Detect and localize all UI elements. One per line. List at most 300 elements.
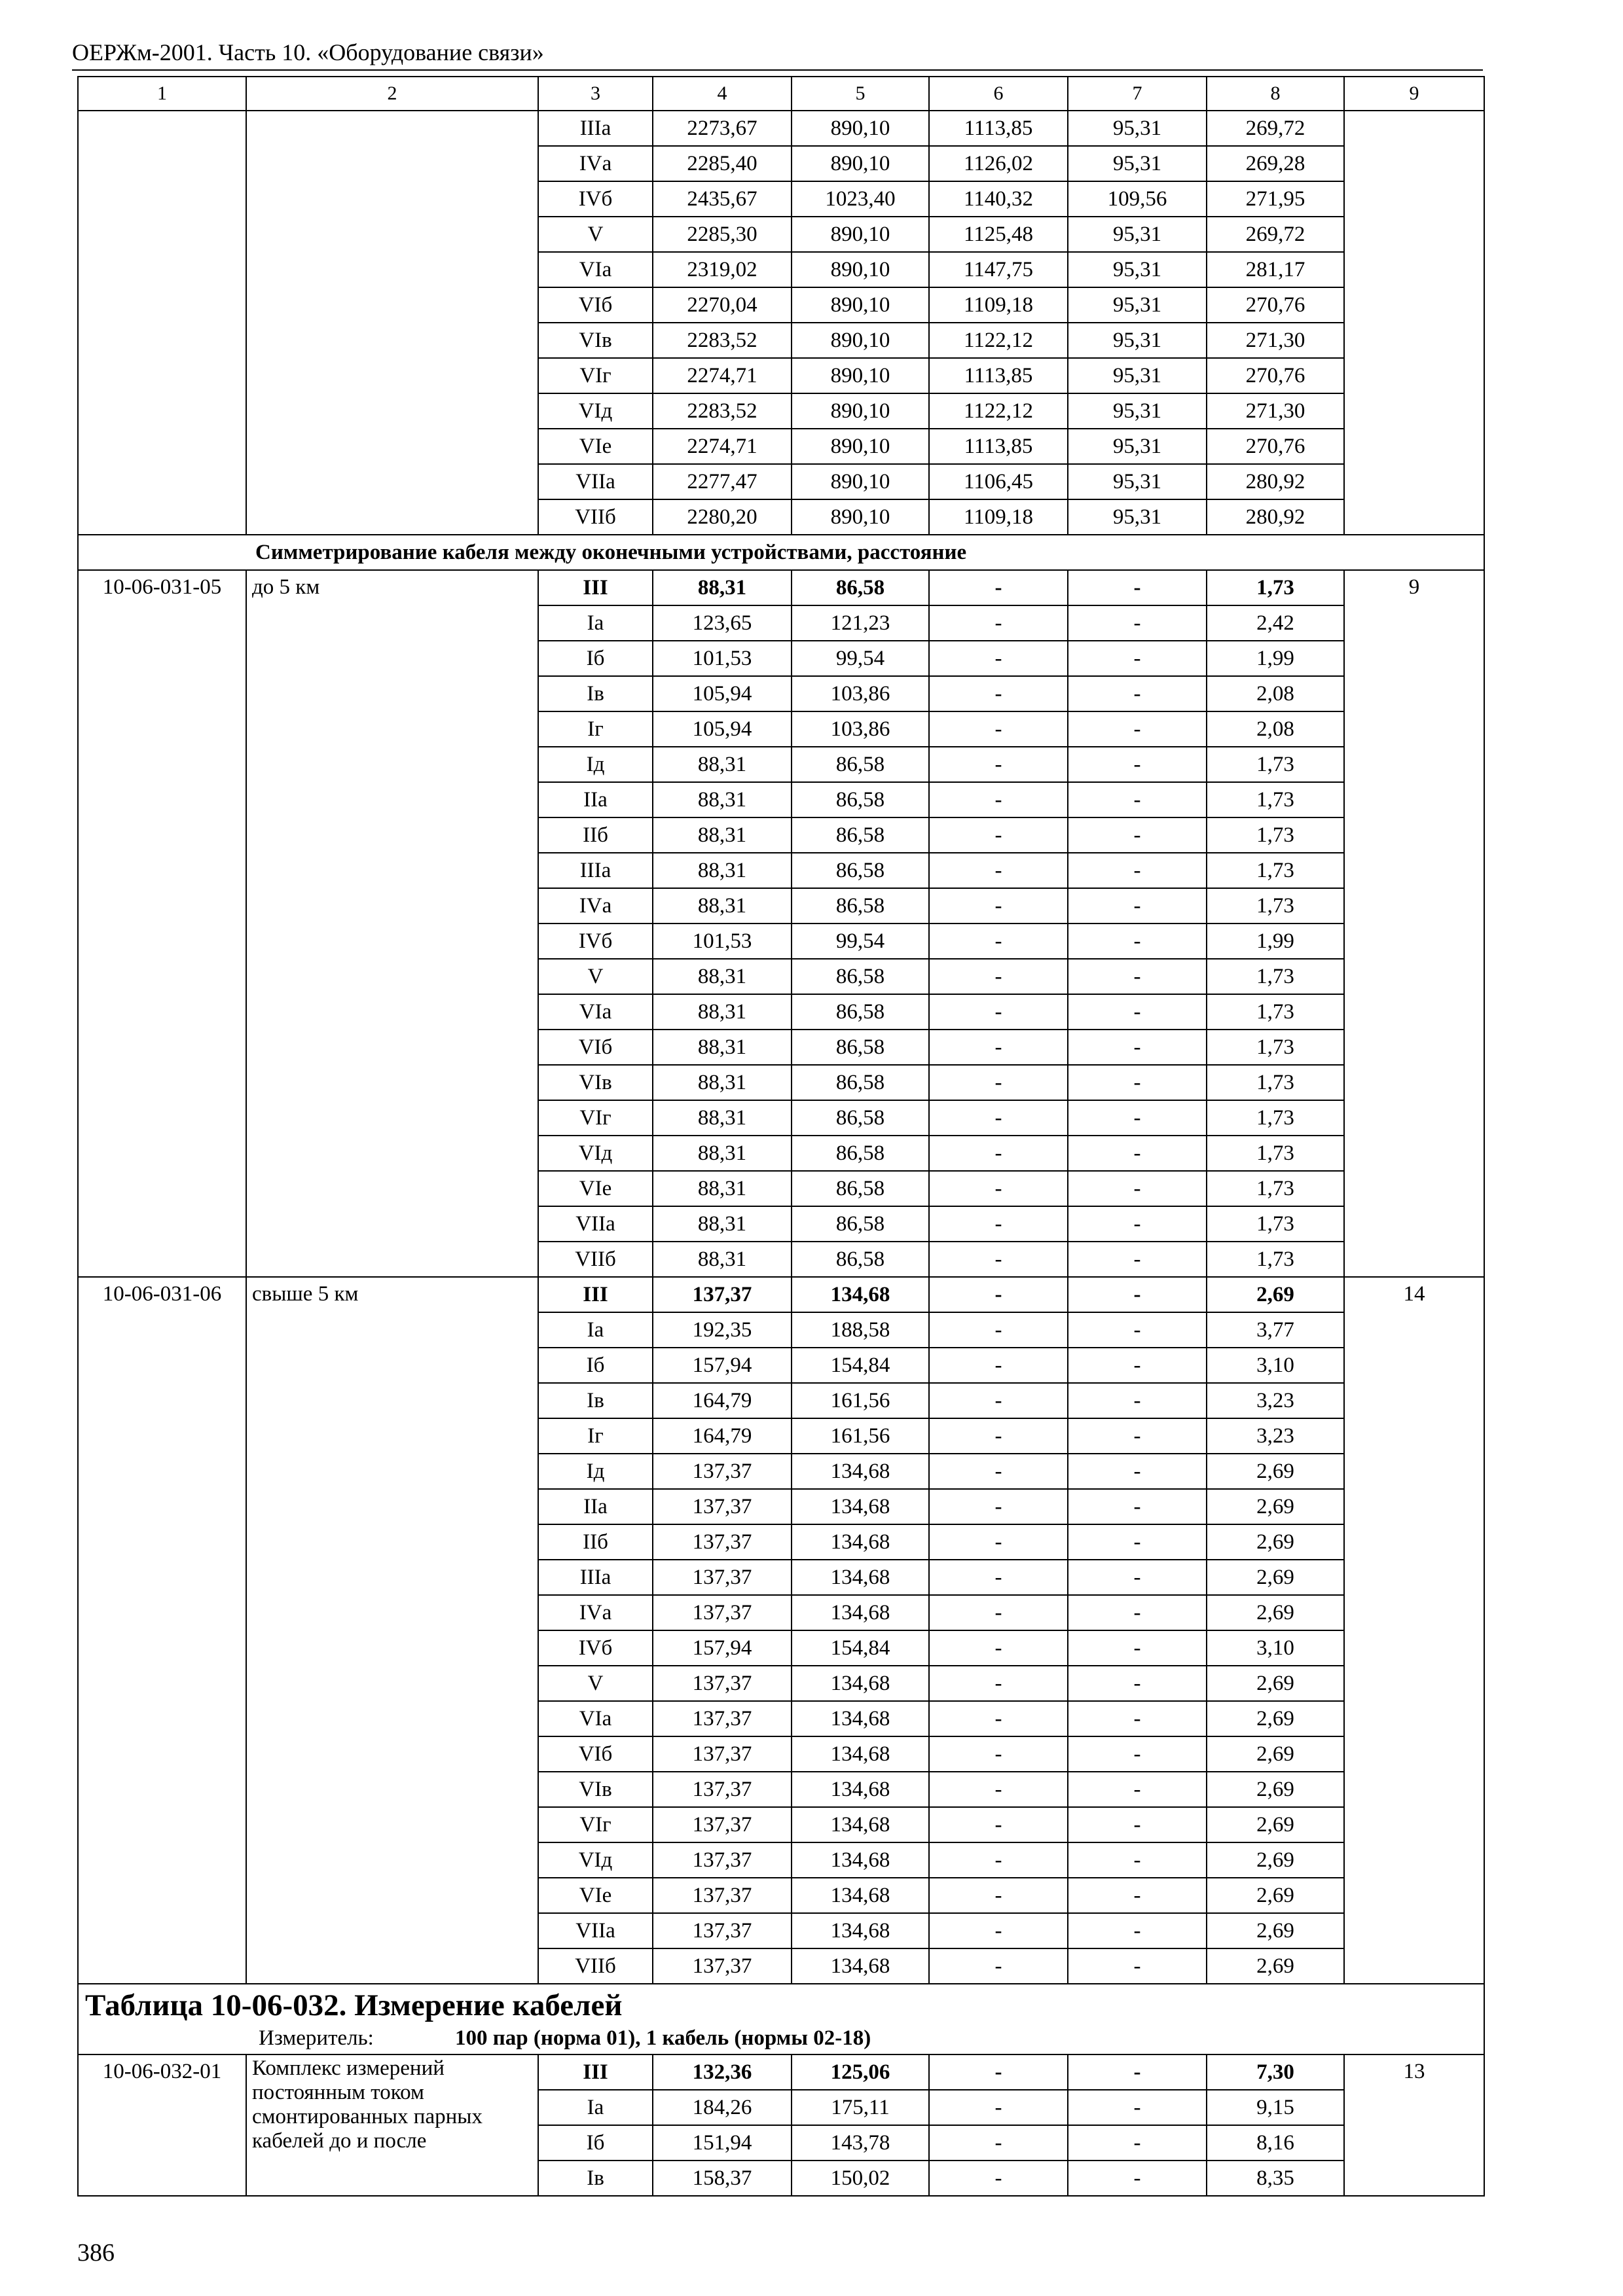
value-cell: 890,10	[792, 464, 929, 499]
value-cell: 1,73	[1207, 888, 1344, 924]
value-cell: 134,68	[792, 1489, 929, 1524]
value-cell: 2270,04	[653, 287, 792, 323]
column9-value: 14	[1344, 1277, 1484, 1984]
value-cell: -	[1068, 1206, 1207, 1242]
value-cell: 2280,20	[653, 499, 792, 535]
value-cell: 99,54	[792, 924, 929, 959]
value-cell: -	[929, 1454, 1068, 1489]
value-cell: 3,10	[1207, 1630, 1344, 1666]
value-cell: 105,94	[653, 711, 792, 747]
value-cell: 1,73	[1207, 1100, 1344, 1136]
value-cell: -	[1068, 1772, 1207, 1807]
value-cell: 137,37	[653, 1454, 792, 1489]
value-cell: 3,77	[1207, 1312, 1344, 1348]
value-cell: 1109,18	[929, 287, 1068, 323]
value-cell: -	[929, 1807, 1068, 1842]
rate-code: 10-06-031-06	[78, 1277, 246, 1984]
value-cell: -	[1068, 1171, 1207, 1206]
value-cell: 86,58	[792, 1206, 929, 1242]
value-cell: 1113,85	[929, 358, 1068, 393]
table-title-row	[78, 1984, 1484, 2054]
value-cell: -	[929, 1595, 1068, 1630]
region-cell: VIе	[538, 1878, 653, 1913]
region-cell: VIд	[538, 393, 653, 429]
value-cell: 88,31	[653, 782, 792, 817]
value-cell: 143,78	[792, 2125, 929, 2161]
value-cell: 86,58	[792, 888, 929, 924]
value-cell: 269,72	[1207, 111, 1344, 146]
value-cell: 7,30	[1207, 2054, 1344, 2090]
value-cell: -	[929, 1242, 1068, 1277]
value-cell: 2435,67	[653, 181, 792, 217]
value-cell: -	[1068, 1842, 1207, 1878]
value-cell: 2,69	[1207, 1913, 1344, 1948]
value-cell: 103,86	[792, 711, 929, 747]
value-cell: -	[1068, 1383, 1207, 1418]
value-cell: 137,37	[653, 1772, 792, 1807]
value-cell: 103,86	[792, 676, 929, 711]
value-cell: -	[1068, 2125, 1207, 2161]
value-cell: 134,68	[792, 1560, 929, 1595]
value-cell: 8,35	[1207, 2161, 1344, 2196]
table-row	[78, 111, 1484, 146]
value-cell: 134,68	[792, 1701, 929, 1736]
value-cell: 1106,45	[929, 464, 1068, 499]
value-cell: 134,68	[792, 1948, 929, 1984]
value-cell: 890,10	[792, 146, 929, 181]
region-cell: IIб	[538, 817, 653, 853]
section-title: Симметрирование кабеля между оконечными устройствами, расстояние	[78, 535, 1484, 570]
value-cell: 88,31	[653, 747, 792, 782]
value-cell: -	[929, 888, 1068, 924]
value-cell: 95,31	[1068, 146, 1207, 181]
value-cell: -	[1068, 1454, 1207, 1489]
value-cell: 161,56	[792, 1383, 929, 1418]
value-cell: 192,35	[653, 1312, 792, 1348]
region-cell: Iв	[538, 676, 653, 711]
column-number: 8	[1207, 77, 1344, 111]
table-body	[78, 77, 1484, 2196]
value-cell: 137,37	[653, 1560, 792, 1595]
value-cell: -	[929, 1348, 1068, 1383]
value-cell: 8,16	[1207, 2125, 1344, 2161]
value-cell: -	[929, 994, 1068, 1030]
value-cell: 890,10	[792, 393, 929, 429]
region-cell: Iб	[538, 2125, 653, 2161]
column-number: 4	[653, 77, 792, 111]
value-cell: 105,94	[653, 676, 792, 711]
value-cell: 158,37	[653, 2161, 792, 2196]
value-cell: -	[1068, 853, 1207, 888]
header-rule	[72, 69, 1483, 71]
region-cell: IIа	[538, 782, 653, 817]
value-cell: 86,58	[792, 1136, 929, 1171]
rate-code: 10-06-031-05	[78, 570, 246, 1277]
value-cell: 1,73	[1207, 1206, 1344, 1242]
value-cell: 88,31	[653, 1171, 792, 1206]
region-cell: IIIа	[538, 1560, 653, 1595]
region-cell: IVа	[538, 888, 653, 924]
region-cell: Iд	[538, 1454, 653, 1489]
value-cell: 2,69	[1207, 1807, 1344, 1842]
value-cell: 270,76	[1207, 358, 1344, 393]
value-cell: 134,68	[792, 1913, 929, 1948]
region-cell: Iд	[538, 747, 653, 782]
value-cell: 2,69	[1207, 1489, 1344, 1524]
value-cell: 88,31	[653, 1065, 792, 1100]
value-cell: -	[1068, 1348, 1207, 1383]
value-cell: 137,37	[653, 1948, 792, 1984]
region-cell: III	[538, 2054, 653, 2090]
value-cell: 86,58	[792, 570, 929, 605]
value-cell: 1,73	[1207, 853, 1344, 888]
value-cell: 890,10	[792, 429, 929, 464]
region-cell: IVа	[538, 146, 653, 181]
value-cell: 1140,32	[929, 181, 1068, 217]
value-cell: 890,10	[792, 287, 929, 323]
value-cell: -	[1068, 924, 1207, 959]
value-cell: -	[929, 782, 1068, 817]
value-cell: 154,84	[792, 1348, 929, 1383]
value-cell: -	[929, 1560, 1068, 1595]
column9-value: 13	[1344, 2054, 1484, 2196]
value-cell: 132,36	[653, 2054, 792, 2090]
value-cell: -	[929, 2161, 1068, 2196]
value-cell: 88,31	[653, 1136, 792, 1171]
table-row	[78, 570, 1484, 605]
value-cell: 2319,02	[653, 252, 792, 287]
value-cell: 137,37	[653, 1913, 792, 1948]
value-cell: 121,23	[792, 605, 929, 641]
value-cell: 269,28	[1207, 146, 1344, 181]
column-number: 3	[538, 77, 653, 111]
value-cell: 95,31	[1068, 429, 1207, 464]
region-cell: IVб	[538, 181, 653, 217]
value-cell: 88,31	[653, 1100, 792, 1136]
value-cell: 890,10	[792, 252, 929, 287]
value-cell: -	[1068, 1489, 1207, 1524]
value-cell: -	[1068, 605, 1207, 641]
column9-value: 9	[1344, 570, 1484, 1277]
value-cell: -	[1068, 1560, 1207, 1595]
value-cell: -	[929, 2125, 1068, 2161]
value-cell: 175,11	[792, 2090, 929, 2125]
value-cell: 134,68	[792, 1524, 929, 1560]
page-number: 386	[77, 2239, 115, 2267]
value-cell: -	[1068, 747, 1207, 782]
value-cell: 88,31	[653, 570, 792, 605]
value-cell: 86,58	[792, 817, 929, 853]
value-cell: 1122,12	[929, 323, 1068, 358]
value-cell: 137,37	[653, 1736, 792, 1772]
region-cell: Iа	[538, 2090, 653, 2125]
value-cell: 1122,12	[929, 393, 1068, 429]
value-cell: 1,73	[1207, 782, 1344, 817]
region-cell: VIе	[538, 1171, 653, 1206]
value-cell: 1147,75	[929, 252, 1068, 287]
value-cell: 95,31	[1068, 217, 1207, 252]
value-cell: -	[1068, 2054, 1207, 2090]
region-cell: VIIа	[538, 1913, 653, 1948]
value-cell: -	[1068, 994, 1207, 1030]
value-cell: -	[1068, 1666, 1207, 1701]
value-cell: 280,92	[1207, 464, 1344, 499]
value-cell: 2,69	[1207, 1595, 1344, 1630]
value-cell: 86,58	[792, 1065, 929, 1100]
value-cell: -	[929, 1030, 1068, 1065]
value-cell: -	[929, 1524, 1068, 1560]
value-cell: 2274,71	[653, 429, 792, 464]
region-cell: VIб	[538, 1736, 653, 1772]
value-cell: 137,37	[653, 1595, 792, 1630]
region-cell: VIа	[538, 252, 653, 287]
table-title: Таблица 10-06-032. Измерение кабелей	[85, 1988, 623, 2022]
value-cell: -	[1068, 1630, 1207, 1666]
value-cell: 1109,18	[929, 499, 1068, 535]
region-cell: VIа	[538, 1701, 653, 1736]
value-cell: 1,73	[1207, 1030, 1344, 1065]
value-cell: 270,76	[1207, 429, 1344, 464]
value-cell: 88,31	[653, 817, 792, 853]
value-cell: -	[929, 570, 1068, 605]
value-cell: 137,37	[653, 1489, 792, 1524]
table-title-cell	[78, 1984, 1484, 2054]
value-cell: -	[929, 1913, 1068, 1948]
value-cell: -	[929, 605, 1068, 641]
code-cell	[78, 111, 246, 535]
value-cell: -	[1068, 2161, 1207, 2196]
value-cell: 95,31	[1068, 287, 1207, 323]
rate-name: Комплекс измерений постоянным током смонтированных парных кабелей до и после	[246, 2054, 538, 2196]
region-cell: Iв	[538, 2161, 653, 2196]
region-cell: V	[538, 959, 653, 994]
region-cell: IIа	[538, 1489, 653, 1524]
region-cell: IIIа	[538, 111, 653, 146]
value-cell: 137,37	[653, 1277, 792, 1312]
region-cell: III	[538, 1277, 653, 1312]
measure-label: Измеритель:	[259, 2026, 374, 2050]
value-cell: 137,37	[653, 1666, 792, 1701]
value-cell: 1,73	[1207, 747, 1344, 782]
value-cell: 86,58	[792, 1171, 929, 1206]
value-cell: 1,73	[1207, 570, 1344, 605]
name-cell	[246, 111, 538, 535]
value-cell: 88,31	[653, 853, 792, 888]
value-cell: -	[929, 1630, 1068, 1666]
value-cell: 2283,52	[653, 393, 792, 429]
column-number: 5	[792, 77, 929, 111]
value-cell: -	[929, 924, 1068, 959]
value-cell: -	[929, 1171, 1068, 1206]
value-cell: -	[929, 641, 1068, 676]
region-cell: VIд	[538, 1842, 653, 1878]
value-cell: 101,53	[653, 924, 792, 959]
value-cell: 1113,85	[929, 111, 1068, 146]
value-cell: -	[1068, 1524, 1207, 1560]
region-cell: Iг	[538, 711, 653, 747]
value-cell: 890,10	[792, 217, 929, 252]
value-cell: 2,42	[1207, 605, 1344, 641]
value-cell: -	[1068, 1736, 1207, 1772]
region-cell: Iб	[538, 1348, 653, 1383]
region-cell: VIIа	[538, 1206, 653, 1242]
value-cell: -	[929, 1100, 1068, 1136]
value-cell: 134,68	[792, 1807, 929, 1842]
value-cell: -	[1068, 1065, 1207, 1100]
region-cell: IVб	[538, 924, 653, 959]
value-cell: 109,56	[1068, 181, 1207, 217]
rate-code: 10-06-032-01	[78, 2054, 246, 2196]
value-cell: 2283,52	[653, 323, 792, 358]
value-cell: 270,76	[1207, 287, 1344, 323]
value-cell: 2,69	[1207, 1524, 1344, 1560]
value-cell: 137,37	[653, 1701, 792, 1736]
value-cell: 95,31	[1068, 111, 1207, 146]
value-cell: -	[929, 1701, 1068, 1736]
value-cell: 2277,47	[653, 464, 792, 499]
value-cell: 161,56	[792, 1418, 929, 1454]
value-cell: 1,73	[1207, 959, 1344, 994]
value-cell: 3,23	[1207, 1383, 1344, 1418]
region-cell: VIд	[538, 1136, 653, 1171]
value-cell: -	[929, 1489, 1068, 1524]
value-cell: 88,31	[653, 888, 792, 924]
value-cell: -	[929, 1277, 1068, 1312]
value-cell: 86,58	[792, 1242, 929, 1277]
value-cell: 890,10	[792, 111, 929, 146]
value-cell: 134,68	[792, 1772, 929, 1807]
value-cell: 2,69	[1207, 1454, 1344, 1489]
region-cell: VIг	[538, 1100, 653, 1136]
value-cell: -	[1068, 1701, 1207, 1736]
value-cell: -	[1068, 1878, 1207, 1913]
value-cell: 2,69	[1207, 1736, 1344, 1772]
value-cell: 95,31	[1068, 499, 1207, 535]
value-cell: -	[1068, 817, 1207, 853]
region-cell: VIIа	[538, 464, 653, 499]
value-cell: 2,69	[1207, 1878, 1344, 1913]
value-cell: 164,79	[653, 1418, 792, 1454]
running-header: ОЕРЖм-2001. Часть 10. «Оборудование связи»	[72, 39, 544, 65]
region-cell: Iа	[538, 1312, 653, 1348]
measure-value: 100 пар (норма 01), 1 кабель (нормы 02-18)	[455, 2026, 871, 2050]
value-cell: 95,31	[1068, 252, 1207, 287]
value-cell: 2,08	[1207, 676, 1344, 711]
value-cell: 150,02	[792, 2161, 929, 2196]
value-cell: 2,08	[1207, 711, 1344, 747]
value-cell: 9,15	[1207, 2090, 1344, 2125]
region-cell: VIIб	[538, 499, 653, 535]
value-cell: -	[1068, 641, 1207, 676]
value-cell: -	[929, 853, 1068, 888]
region-cell: IIIа	[538, 853, 653, 888]
value-cell: 86,58	[792, 782, 929, 817]
section-row	[78, 535, 1484, 570]
value-cell: 2,69	[1207, 1772, 1344, 1807]
value-cell: 2285,30	[653, 217, 792, 252]
value-cell: 271,30	[1207, 393, 1344, 429]
column-number-row	[78, 77, 1484, 111]
region-cell: III	[538, 570, 653, 605]
column9-cell	[1344, 111, 1484, 535]
region-cell: Iа	[538, 605, 653, 641]
value-cell: 137,37	[653, 1878, 792, 1913]
value-cell: -	[929, 676, 1068, 711]
value-cell: -	[929, 1666, 1068, 1701]
value-cell: 2274,71	[653, 358, 792, 393]
region-cell: VIа	[538, 994, 653, 1030]
value-cell: 2,69	[1207, 1560, 1344, 1595]
value-cell: -	[929, 959, 1068, 994]
value-cell: 134,68	[792, 1878, 929, 1913]
value-cell: 1126,02	[929, 146, 1068, 181]
value-cell: 88,31	[653, 1242, 792, 1277]
rate-name: до 5 км	[246, 570, 538, 1277]
value-cell: 281,17	[1207, 252, 1344, 287]
region-cell: IVб	[538, 1630, 653, 1666]
value-cell: 2,69	[1207, 1948, 1344, 1984]
value-cell: 1125,48	[929, 217, 1068, 252]
column-number: 2	[246, 77, 538, 111]
value-cell: -	[929, 1136, 1068, 1171]
value-cell: -	[929, 747, 1068, 782]
column-number: 7	[1068, 77, 1207, 111]
value-cell: 154,84	[792, 1630, 929, 1666]
value-cell: -	[1068, 570, 1207, 605]
value-cell: 86,58	[792, 994, 929, 1030]
value-cell: 134,68	[792, 1842, 929, 1878]
value-cell: -	[1068, 1418, 1207, 1454]
value-cell: 2285,40	[653, 146, 792, 181]
value-cell: -	[929, 2090, 1068, 2125]
region-cell: VIIб	[538, 1242, 653, 1277]
value-cell: -	[929, 2054, 1068, 2090]
value-cell: 3,10	[1207, 1348, 1344, 1383]
value-cell: 1,73	[1207, 994, 1344, 1030]
value-cell: 2273,67	[653, 111, 792, 146]
column-number: 9	[1344, 77, 1484, 111]
value-cell: 280,92	[1207, 499, 1344, 535]
value-cell: 1,73	[1207, 1136, 1344, 1171]
value-cell: 184,26	[653, 2090, 792, 2125]
region-cell: IVа	[538, 1595, 653, 1630]
region-cell: Iб	[538, 641, 653, 676]
value-cell: 86,58	[792, 853, 929, 888]
value-cell: 125,06	[792, 2054, 929, 2090]
value-cell: 123,65	[653, 605, 792, 641]
region-cell: Iв	[538, 1383, 653, 1418]
value-cell: 137,37	[653, 1842, 792, 1878]
value-cell: 1023,40	[792, 181, 929, 217]
value-cell: -	[1068, 1277, 1207, 1312]
value-cell: -	[929, 1878, 1068, 1913]
region-cell: VIб	[538, 1030, 653, 1065]
value-cell: 1,73	[1207, 1171, 1344, 1206]
value-cell: 1,73	[1207, 1065, 1344, 1100]
column-number: 6	[929, 77, 1068, 111]
region-cell: VIб	[538, 287, 653, 323]
value-cell: 269,72	[1207, 217, 1344, 252]
value-cell: 188,58	[792, 1312, 929, 1348]
value-cell: 88,31	[653, 1206, 792, 1242]
region-cell: V	[538, 1666, 653, 1701]
value-cell: -	[929, 1206, 1068, 1242]
value-cell: -	[1068, 1136, 1207, 1171]
value-cell: 271,30	[1207, 323, 1344, 358]
table-row	[78, 2054, 1484, 2090]
region-cell: VIг	[538, 358, 653, 393]
value-cell: -	[929, 817, 1068, 853]
